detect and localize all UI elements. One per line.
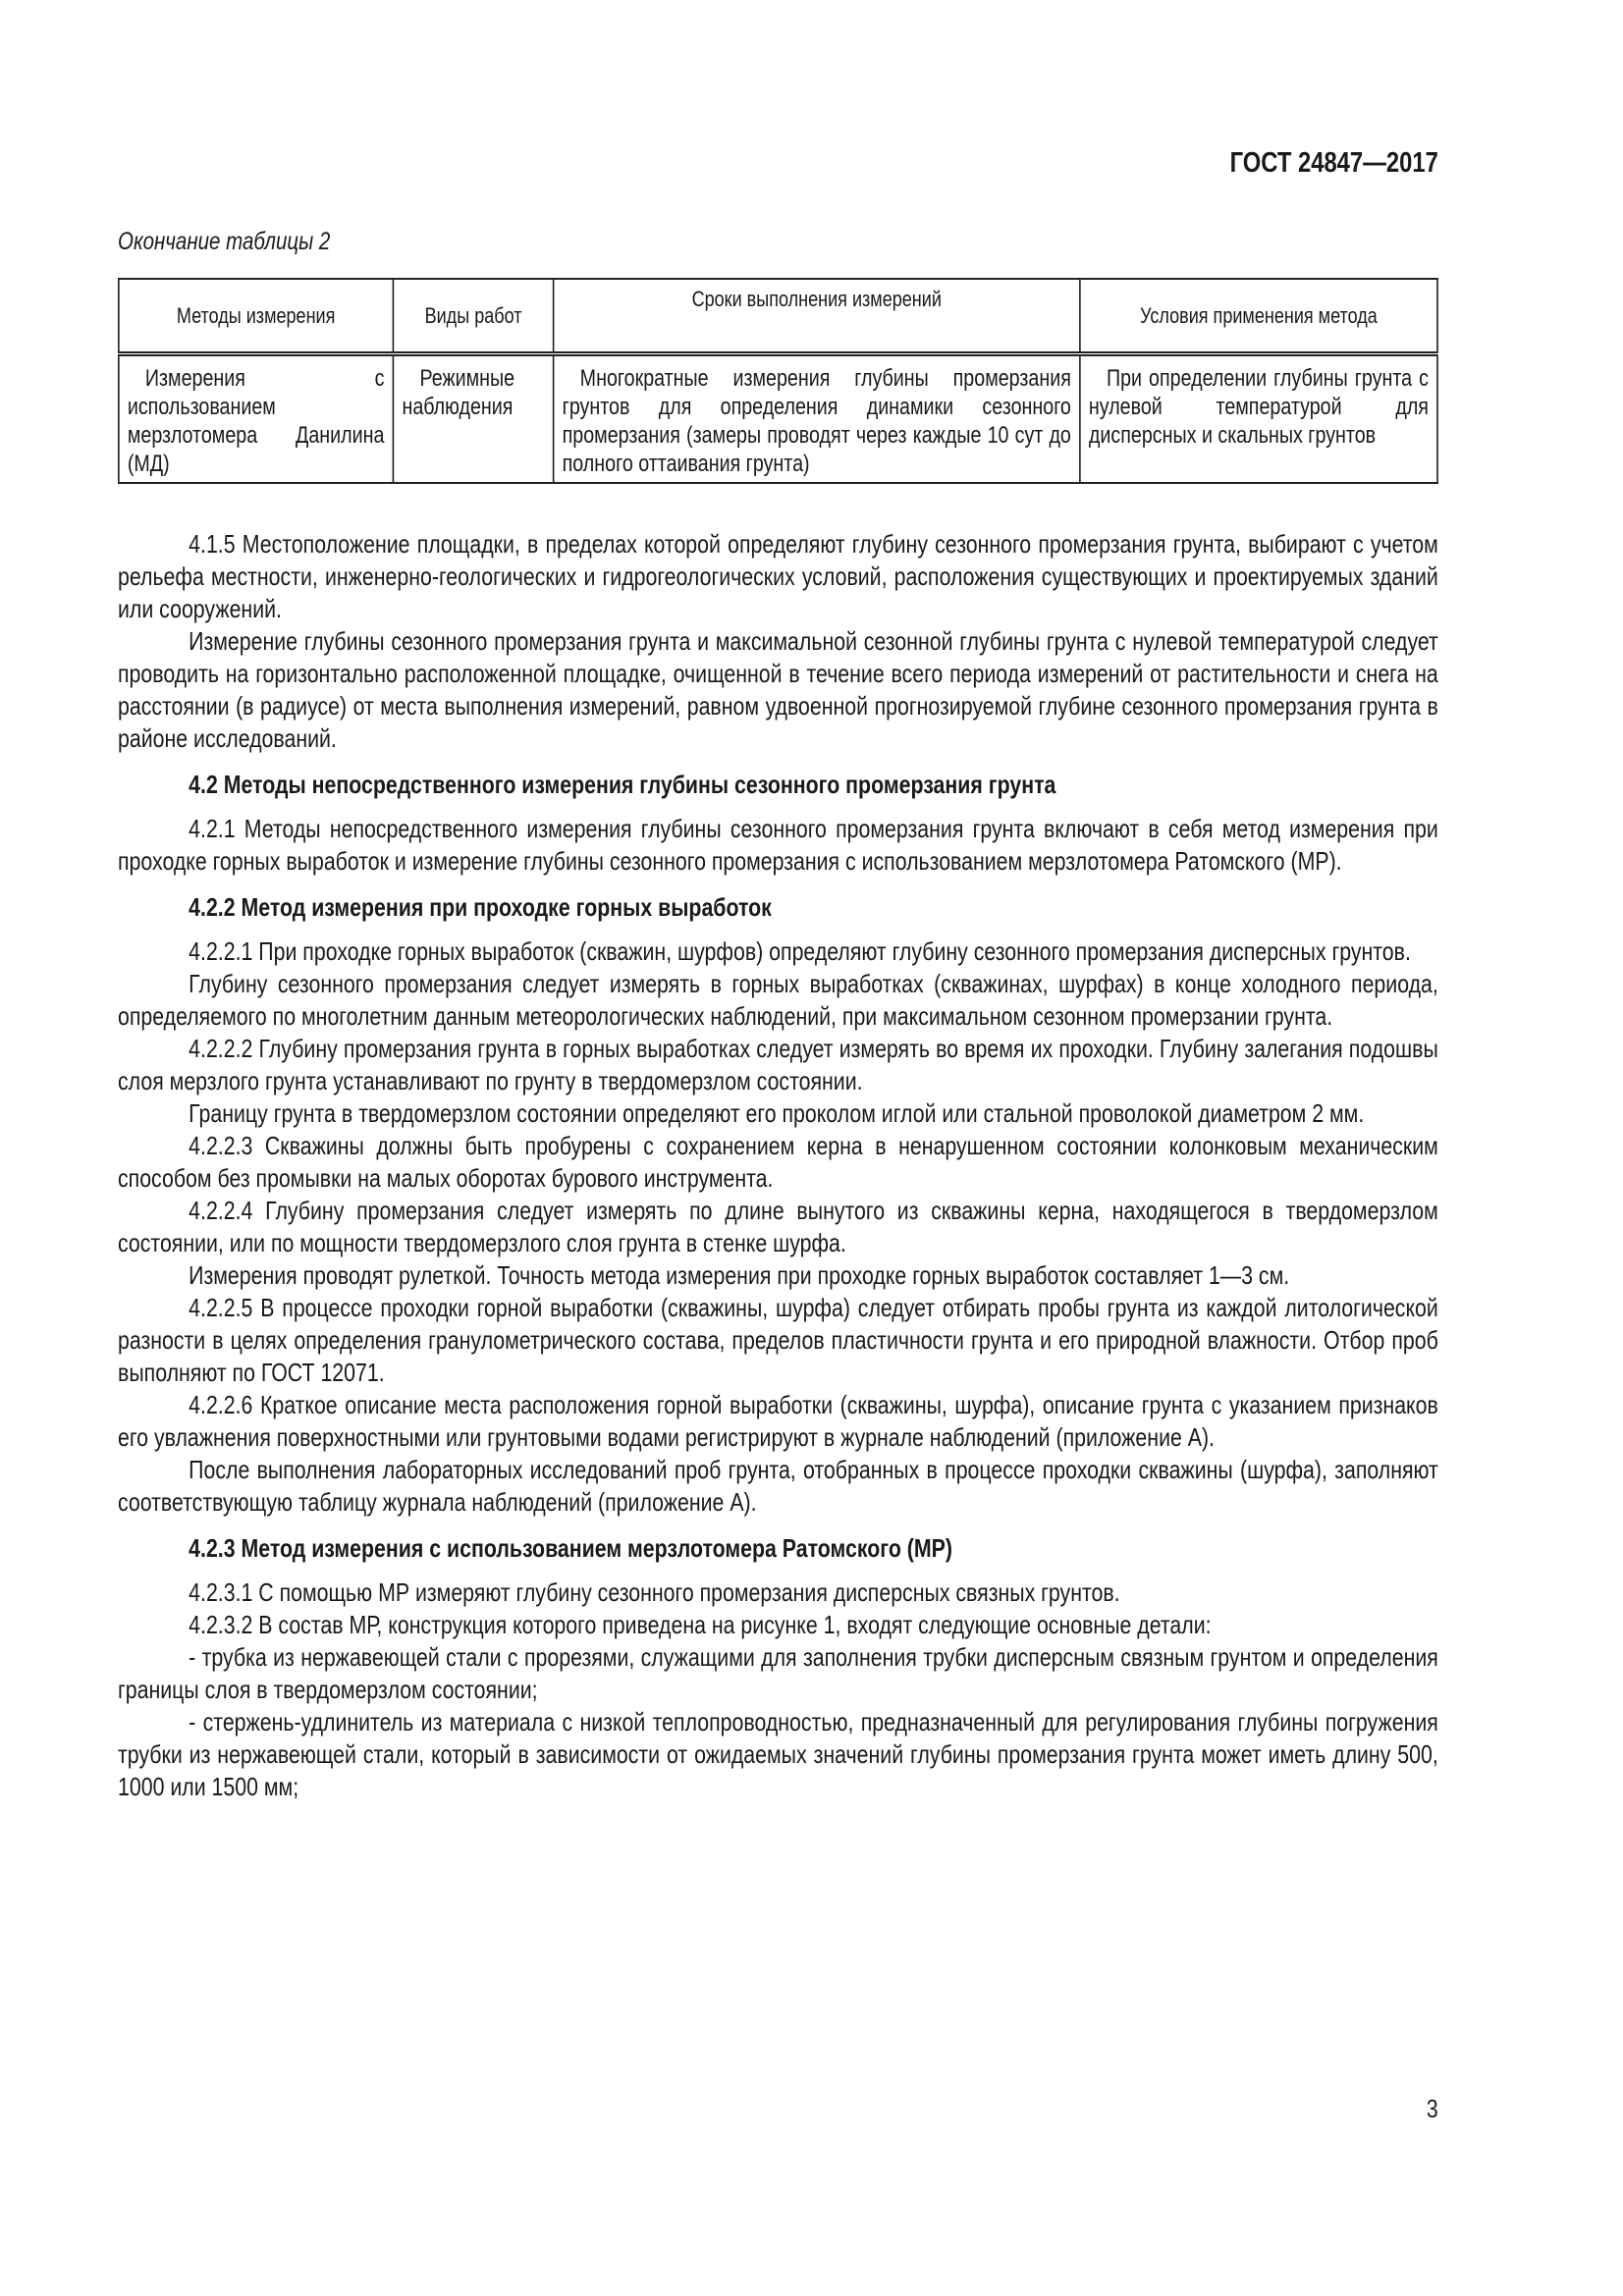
methods-table [118,278,1438,484]
table-header-cell: Условия применения метода [1080,279,1437,354]
paragraph: Глубину сезонного промерзания следует измерять в горных выработках (скважинах, шурфах) в конце холодного периода, определяемого по многолетним данным метеорологических наблюдений, при максимальном сезонном промерзании грунта. [118,969,1438,1031]
paragraph: 4.2.1 Методы непосредственного измерения глубины сезонного промерзания грунта включают в себя метод измерения при проходке горных выработок и измерение глубины сезонного промерзания с использованием мерзлотомера Ратомского (МР). [118,814,1438,876]
table-cell: При определении глубины грунта с нулевой температурой для дисперсных и скальных грунтов [1080,354,1437,484]
table-row [119,354,1437,484]
table-header-cell: Виды работ [393,279,553,354]
section-heading: 4.2 Методы непосредственного измерения глубины сезонного промерзания грунта [189,770,1056,799]
table-caption: Окончание таблицы 2 [118,228,331,255]
paragraph: 4.2.2.2 Глубину промерзания грунта в горных выработках следует измерять во время их проходки. Глубину залегания подошвы слоя мерзлого грунта устанавливают по грунту в твердомерзлом состоянии. [118,1034,1438,1095]
paragraph: 4.2.2.4 Глубину промерзания следует измерять по длине вынутого из скважины керна, находящегося в твердомерзлом состоянии, или по мощности твердомерзлого слоя грунта в стенке шурфа. [118,1196,1438,1257]
table-cell: Многократные измерения глубины промерзания грунтов для определения динамики сезонного промерзания (замеры проводят через каждые 10 сут до полного оттаивания грунта) [554,354,1080,484]
table-header-cell: Сроки выполнения измерений [554,279,1080,354]
table-header-row [119,279,1437,354]
page-number: 3 [1426,2094,1438,2123]
paragraph: 4.2.2.6 Краткое описание места расположения горной выработки (скважины, шурфа), описание грунта с указанием признаков его увлажнения поверхностными или грунтовыми водами регистрируют в журнале наблюдений (приложение А). [118,1390,1438,1452]
section-heading: 4.2.3 Метод измерения с использованием мерзлотомера Ратомского (МР) [189,1533,952,1563]
paragraph: - стержень-удлинитель из материала с низкой теплопроводностью, предназначенный для регулирования глубины погружения трубки из нержавеющей стали, который в зависимости от ожидаемых значений глубины промерзания грунта может иметь длину 500, 1000 или 1500 мм; [118,1707,1438,1801]
paragraph: 4.2.2.1 При проходке горных выработок (скважин, шурфов) определяют глубину сезонного промерзания дисперсных грунтов. [189,936,1411,966]
paragraph: 4.2.2.3 Скважины должны быть пробурены с сохранением керна в ненарушенном состоянии колонковым механическим способом без промывки на малых оборотах бурового инструмента. [118,1131,1438,1193]
table-cell: Режимные наблюдения [393,354,553,484]
document-header: ГОСТ 24847—2017 [1229,147,1438,179]
paragraph: Измерения проводят рулеткой. Точность метода измерения при проходке горных выработок составляет 1—3 см. [189,1260,1290,1290]
paragraph: Измерение глубины сезонного промерзания грунта и максимальной сезонной глубины грунта с нулевой температурой следует проводить на горизонтально расположенной площадке, очищенной в течение всего периода измерений от растительности и снега на расстоянии (в радиусе) от места выполнения измерений, равном удвоенной прогнозируемой глубине сезонного промерзания грунта в районе исследований. [118,626,1438,753]
paragraph: - трубка из нержавеющей стали с прорезями, служащими для заполнения трубки дисперсным связным грунтом и определения границы слоя в твердомерзлом состоянии; [118,1642,1438,1704]
table-header-cell: Методы измерения [119,279,394,354]
paragraph: После выполнения лабораторных исследований проб грунта, отобранных в процессе проходки скважины (шурфа), заполняют соответствующую таблицу журнала наблюдений (приложение А). [118,1455,1438,1517]
paragraph: 4.2.3.2 В состав МР, конструкция которого приведена на рисунке 1, входят следующие основные детали: [189,1610,1212,1639]
paragraph: 4.2.2.5 В процессе проходки горной выработки (скважины, шурфа) следует отбирать пробы грунта из каждой литологической разности в целях определения гранулометрического состава, пределов пластичности грунта и его природной влажности. Отбор проб выполняют по ГОСТ 12071. [118,1293,1438,1387]
paragraph: Границу грунта в твердомерзлом состоянии определяют его проколом иглой или стальной проволокой диаметром 2 мм. [189,1098,1365,1128]
paragraph: 4.1.5 Местоположение площадки, в пределах которой определяют глубину сезонного промерзания грунта, выбирают с учетом рельефа местности, инженерно-геологических и гидрогеологических условий, расположения существующих и проектируемых зданий или сооружений. [118,529,1438,623]
table-cell: Измерения с использованием мерзлотомера Данилина (МД) [119,354,394,484]
paragraph: 4.2.3.1 С помощью МР измеряют глубину сезонного промерзания дисперсных связных грунтов. [189,1577,1120,1607]
section-heading: 4.2.2 Метод измерения при проходке горных выработок [189,892,772,922]
body-text [118,528,1438,1803]
